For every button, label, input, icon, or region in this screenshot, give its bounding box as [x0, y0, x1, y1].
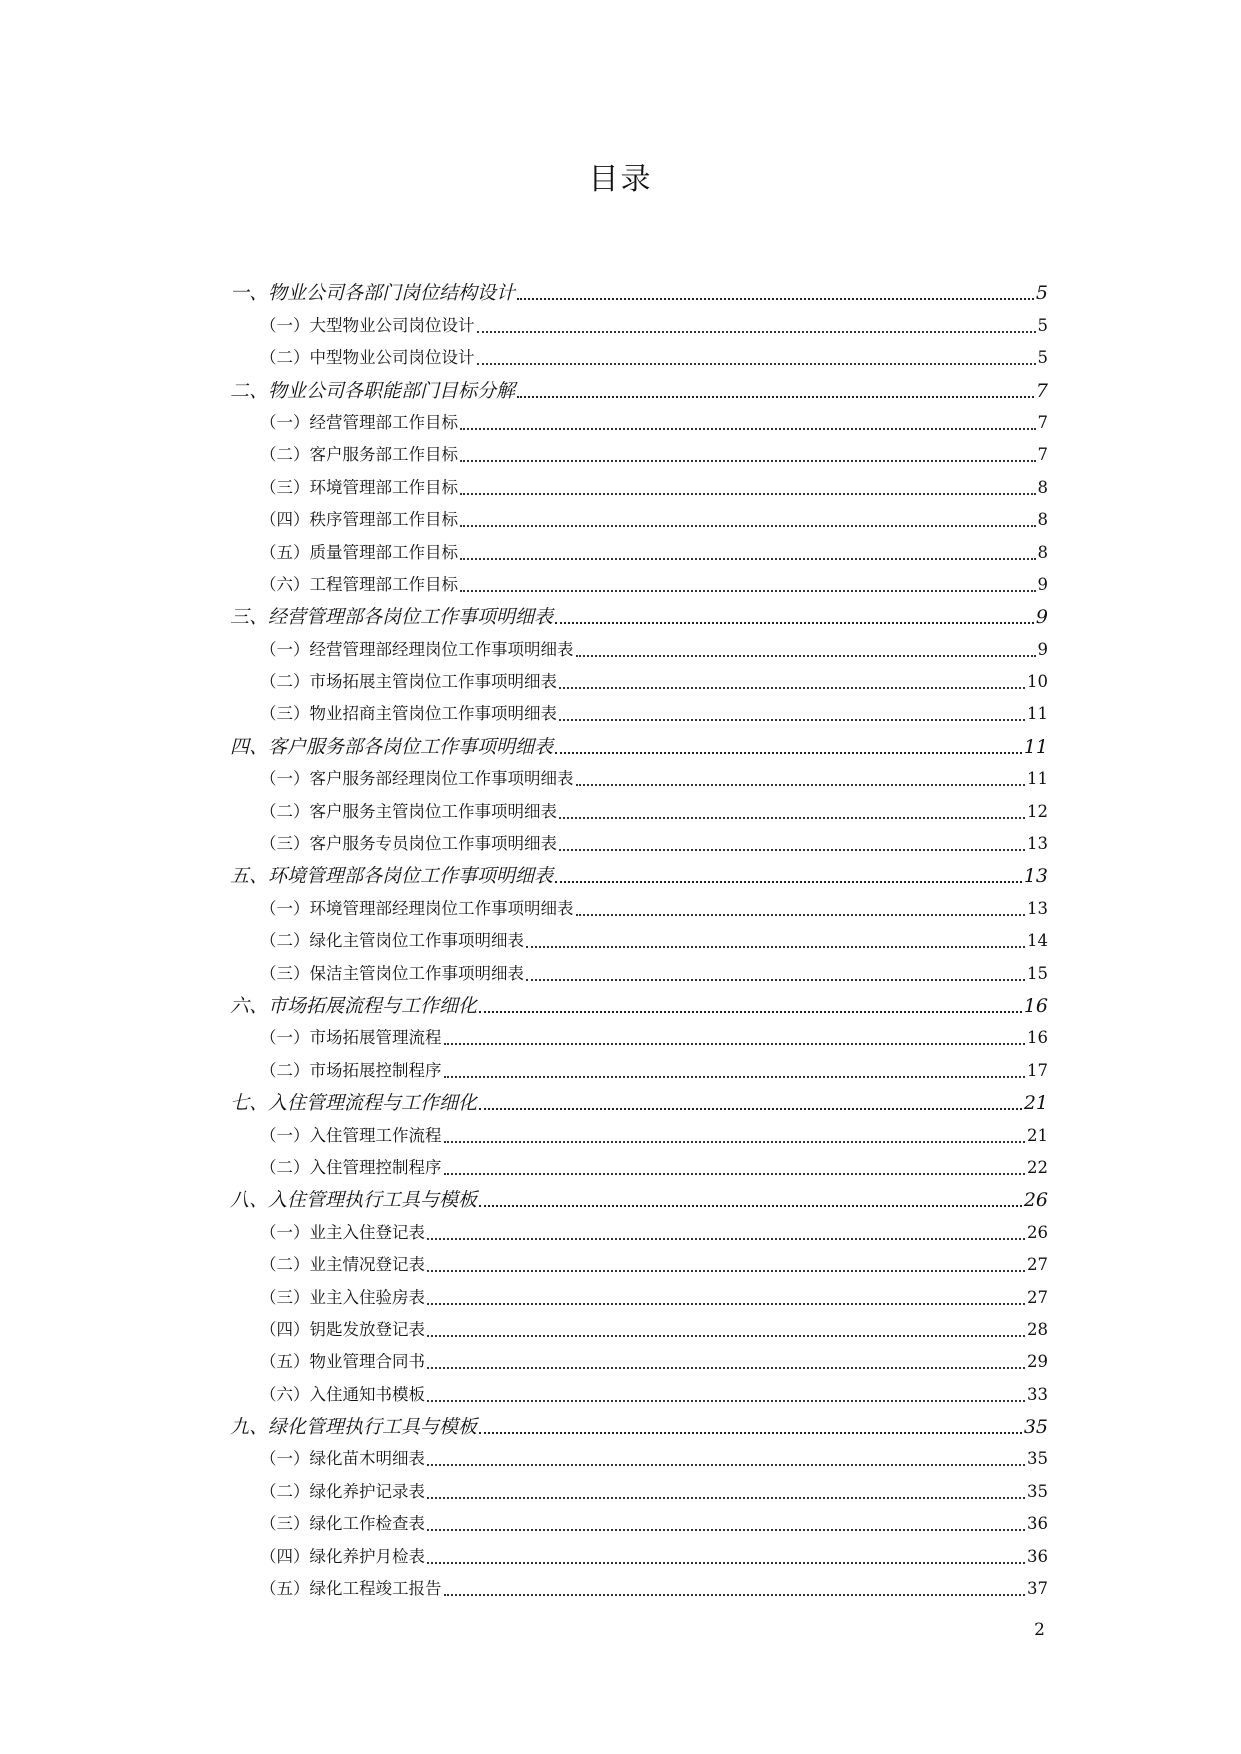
toc-section-entry[interactable]	[230, 952, 1048, 984]
toc-section-entry[interactable]	[230, 790, 1048, 822]
toc-entry-label: （五）物业管理合同书	[260, 1352, 425, 1372]
toc-dot-leader	[460, 507, 1036, 527]
toc-dot-leader	[479, 1187, 1022, 1207]
toc-entry-label: （三）物业招商主管岗位工作事项明细表	[260, 704, 557, 724]
toc-entry-page: 15	[1027, 963, 1048, 983]
toc-entry-page: 5	[1037, 315, 1048, 335]
toc-section-entry[interactable]	[230, 661, 1048, 693]
toc-entry-label: 五、环境管理部各岗位工作事项明细表	[230, 865, 554, 888]
toc-dot-leader	[555, 863, 1022, 883]
toc-section-entry[interactable]	[230, 1309, 1048, 1341]
toc-section-entry[interactable]	[230, 434, 1048, 466]
toc-dot-leader	[479, 993, 1022, 1013]
toc-section-entry[interactable]	[230, 337, 1048, 369]
toc-entry-page: 9	[1037, 574, 1048, 594]
toc-entry-label: （二）市场拓展控制程序	[260, 1060, 442, 1080]
toc-entry-label: （二）市场拓展主管岗位工作事项明细表	[260, 672, 557, 692]
toc-chapter-entry[interactable]	[230, 369, 1048, 401]
toc-entry-page: 22	[1027, 1157, 1048, 1177]
toc-entry-label: （五）绿化工程竣工报告	[260, 1579, 442, 1599]
toc-dot-leader	[427, 1479, 1025, 1499]
toc-entry-label: （二）中型物业公司岗位设计	[260, 348, 475, 368]
toc-section-entry[interactable]	[230, 1049, 1048, 1081]
toc-section-entry[interactable]	[230, 758, 1048, 790]
toc-entry-page: 27	[1027, 1287, 1048, 1307]
toc-entry-page: 11	[1027, 704, 1048, 724]
toc-dot-leader	[479, 1090, 1022, 1110]
toc-entry-page: 13	[1027, 898, 1048, 918]
toc-chapter-entry[interactable]	[230, 272, 1048, 304]
toc-section-entry[interactable]	[230, 1114, 1048, 1146]
toc-entry-label: （四）绿化养护月检表	[260, 1546, 425, 1566]
toc-section-entry[interactable]	[230, 693, 1048, 725]
toc-dot-leader	[526, 928, 1025, 948]
table-of-contents	[230, 272, 1048, 1600]
toc-section-entry[interactable]	[230, 1470, 1048, 1502]
toc-dot-leader	[559, 701, 1025, 721]
toc-dot-leader	[576, 637, 1036, 657]
toc-entry-label: （一）绿化苗木明细表	[260, 1449, 425, 1469]
toc-entry-label: （六）工程管理部工作目标	[260, 574, 458, 594]
toc-entry-label: （二）业主情况登记表	[260, 1255, 425, 1275]
toc-entry-label: 七、入住管理流程与工作细化	[230, 1092, 478, 1115]
toc-dot-leader	[427, 1349, 1025, 1369]
toc-section-entry[interactable]	[230, 1373, 1048, 1405]
toc-dot-leader	[576, 896, 1026, 916]
toc-chapter-entry[interactable]	[230, 596, 1048, 628]
toc-dot-leader	[427, 1446, 1025, 1466]
toc-chapter-entry[interactable]	[230, 1082, 1048, 1114]
toc-section-entry[interactable]	[230, 1147, 1048, 1179]
toc-dot-leader	[477, 313, 1036, 333]
toc-section-entry[interactable]	[230, 1211, 1048, 1243]
toc-entry-label: （一）经营管理部经理岗位工作事项明细表	[260, 639, 574, 659]
toc-dot-leader	[427, 1317, 1025, 1337]
toc-dot-leader	[526, 961, 1025, 981]
toc-entry-label: 八、入住管理执行工具与模板	[230, 1189, 478, 1212]
toc-dot-leader	[559, 669, 1025, 689]
toc-chapter-entry[interactable]	[230, 1179, 1048, 1211]
toc-entry-page: 11	[1027, 769, 1048, 789]
toc-dot-leader	[444, 1058, 1026, 1078]
toc-chapter-entry[interactable]	[230, 985, 1048, 1017]
toc-entry-page: 12	[1027, 801, 1048, 821]
toc-entry-label: （二）客户服务主管岗位工作事项明细表	[260, 801, 557, 821]
toc-section-entry[interactable]	[230, 499, 1048, 531]
toc-section-entry[interactable]	[230, 531, 1048, 563]
toc-dot-leader	[479, 1414, 1022, 1434]
toc-entry-page: 33	[1027, 1384, 1048, 1404]
toc-entry-page: 8	[1037, 477, 1048, 497]
toc-entry-page: 7	[1037, 412, 1048, 432]
toc-entry-label: （一）大型物业公司岗位设计	[260, 315, 475, 335]
toc-entry-page: 9	[1035, 606, 1048, 629]
toc-section-entry[interactable]	[230, 1568, 1048, 1600]
toc-section-entry[interactable]	[230, 564, 1048, 596]
toc-entry-page: 35	[1027, 1481, 1048, 1501]
toc-entry-page: 36	[1027, 1546, 1048, 1566]
toc-dot-leader	[517, 280, 1034, 300]
toc-entry-page: 26	[1027, 1222, 1048, 1242]
toc-dot-leader	[460, 410, 1036, 430]
toc-dot-leader	[444, 1025, 1026, 1045]
toc-entry-label: 六、市场拓展流程与工作细化	[230, 994, 478, 1017]
toc-dot-leader	[427, 1220, 1025, 1240]
toc-dot-leader	[427, 1285, 1025, 1305]
toc-entry-page: 11	[1023, 735, 1048, 758]
toc-entry-page: 21	[1023, 1092, 1048, 1115]
toc-entry-label: （一）经营管理部工作目标	[260, 412, 458, 432]
toc-dot-leader	[460, 475, 1036, 495]
toc-entry-label: （一）市场拓展管理流程	[260, 1028, 442, 1048]
toc-section-entry[interactable]	[230, 466, 1048, 498]
toc-entry-label: （三）保洁主管岗位工作事项明细表	[260, 963, 524, 983]
toc-entry-label: （二）客户服务部工作目标	[260, 445, 458, 465]
toc-dot-leader	[576, 766, 1026, 786]
toc-entry-label: （四）秩序管理部工作目标	[260, 510, 458, 530]
toc-entry-page: 5	[1037, 348, 1048, 368]
toc-entry-page: 8	[1037, 542, 1048, 562]
toc-entry-page: 28	[1027, 1319, 1048, 1339]
toc-entry-page: 26	[1023, 1189, 1048, 1212]
toc-entry-label: 二、物业公司各职能部门目标分解	[230, 379, 516, 402]
toc-entry-page: 27	[1027, 1255, 1048, 1275]
toc-entry-label: （一）客户服务部经理岗位工作事项明细表	[260, 769, 574, 789]
toc-entry-label: 四、客户服务部各岗位工作事项明细表	[230, 735, 554, 758]
toc-entry-label: （三）绿化工作检查表	[260, 1514, 425, 1534]
toc-dot-leader	[427, 1511, 1025, 1531]
toc-entry-label: （六）入住通知书模板	[260, 1384, 425, 1404]
toc-entry-page: 29	[1027, 1352, 1048, 1372]
toc-section-entry[interactable]	[230, 823, 1048, 855]
toc-section-entry[interactable]	[230, 1438, 1048, 1470]
toc-chapter-entry[interactable]	[230, 725, 1048, 757]
toc-entry-label: （一）环境管理部经理岗位工作事项明细表	[260, 898, 574, 918]
toc-entry-page: 35	[1027, 1449, 1048, 1469]
toc-chapter-entry[interactable]	[230, 855, 1048, 887]
toc-entry-page: 35	[1023, 1416, 1048, 1439]
toc-entry-page: 8	[1037, 510, 1048, 530]
toc-dot-leader	[555, 604, 1034, 624]
page-number: 2	[1034, 1620, 1045, 1640]
toc-entry-page: 36	[1027, 1514, 1048, 1534]
toc-dot-leader	[427, 1382, 1025, 1402]
toc-dot-leader	[427, 1252, 1025, 1272]
toc-dot-leader	[460, 540, 1036, 560]
toc-entry-page: 37	[1027, 1579, 1048, 1599]
toc-entry-page: 5	[1035, 282, 1048, 305]
toc-dot-leader	[460, 572, 1036, 592]
toc-section-entry[interactable]	[230, 887, 1048, 919]
toc-section-entry[interactable]	[230, 304, 1048, 336]
toc-entry-label: （一）入住管理工作流程	[260, 1125, 442, 1145]
toc-entry-page: 13	[1023, 865, 1048, 888]
toc-section-entry[interactable]	[230, 1503, 1048, 1535]
toc-entry-page: 21	[1027, 1125, 1048, 1145]
toc-entry-label: 三、经营管理部各岗位工作事项明细表	[230, 606, 554, 629]
toc-entry-label: （三）环境管理部工作目标	[260, 477, 458, 497]
page-title: 目录	[588, 162, 653, 197]
toc-entry-page: 14	[1027, 931, 1048, 951]
toc-section-entry[interactable]	[230, 628, 1048, 660]
toc-section-entry[interactable]	[230, 1244, 1048, 1276]
toc-entry-page: 7	[1035, 379, 1048, 402]
toc-entry-label: （三）客户服务专员岗位工作事项明细表	[260, 834, 557, 854]
toc-entry-page: 7	[1037, 445, 1048, 465]
toc-dot-leader	[559, 831, 1025, 851]
toc-entry-page: 17	[1027, 1060, 1048, 1080]
toc-entry-label: （二）绿化养护记录表	[260, 1481, 425, 1501]
toc-chapter-entry[interactable]	[230, 1406, 1048, 1438]
toc-section-entry[interactable]	[230, 1535, 1048, 1567]
toc-entry-page: 9	[1037, 639, 1048, 659]
toc-entry-page: 10	[1027, 672, 1048, 692]
toc-entry-label: （一）业主入住登记表	[260, 1222, 425, 1242]
toc-section-entry[interactable]	[230, 920, 1048, 952]
toc-entry-label: （三）业主入住验房表	[260, 1287, 425, 1307]
toc-section-entry[interactable]	[230, 402, 1048, 434]
toc-section-entry[interactable]	[230, 1276, 1048, 1308]
toc-section-entry[interactable]	[230, 1017, 1048, 1049]
toc-entry-label: （二）绿化主管岗位工作事项明细表	[260, 931, 524, 951]
toc-entry-page: 16	[1027, 1028, 1048, 1048]
toc-entry-label: 一、物业公司各部门岗位结构设计	[230, 282, 516, 305]
toc-dot-leader	[460, 442, 1036, 462]
toc-dot-leader	[559, 799, 1025, 819]
toc-dot-leader	[444, 1155, 1026, 1175]
toc-entry-label: 九、绿化管理执行工具与模板	[230, 1416, 478, 1439]
toc-entry-page: 13	[1027, 834, 1048, 854]
toc-dot-leader	[444, 1123, 1026, 1143]
toc-entry-label: （二）入住管理控制程序	[260, 1157, 442, 1177]
toc-dot-leader	[555, 734, 1022, 754]
toc-dot-leader	[444, 1576, 1026, 1596]
toc-dot-leader	[517, 378, 1034, 398]
toc-dot-leader	[477, 345, 1036, 365]
toc-entry-page: 16	[1023, 994, 1048, 1017]
toc-entry-label: （四）钥匙发放登记表	[260, 1319, 425, 1339]
toc-entry-label: （五）质量管理部工作目标	[260, 542, 458, 562]
toc-section-entry[interactable]	[230, 1341, 1048, 1373]
toc-dot-leader	[427, 1544, 1025, 1564]
